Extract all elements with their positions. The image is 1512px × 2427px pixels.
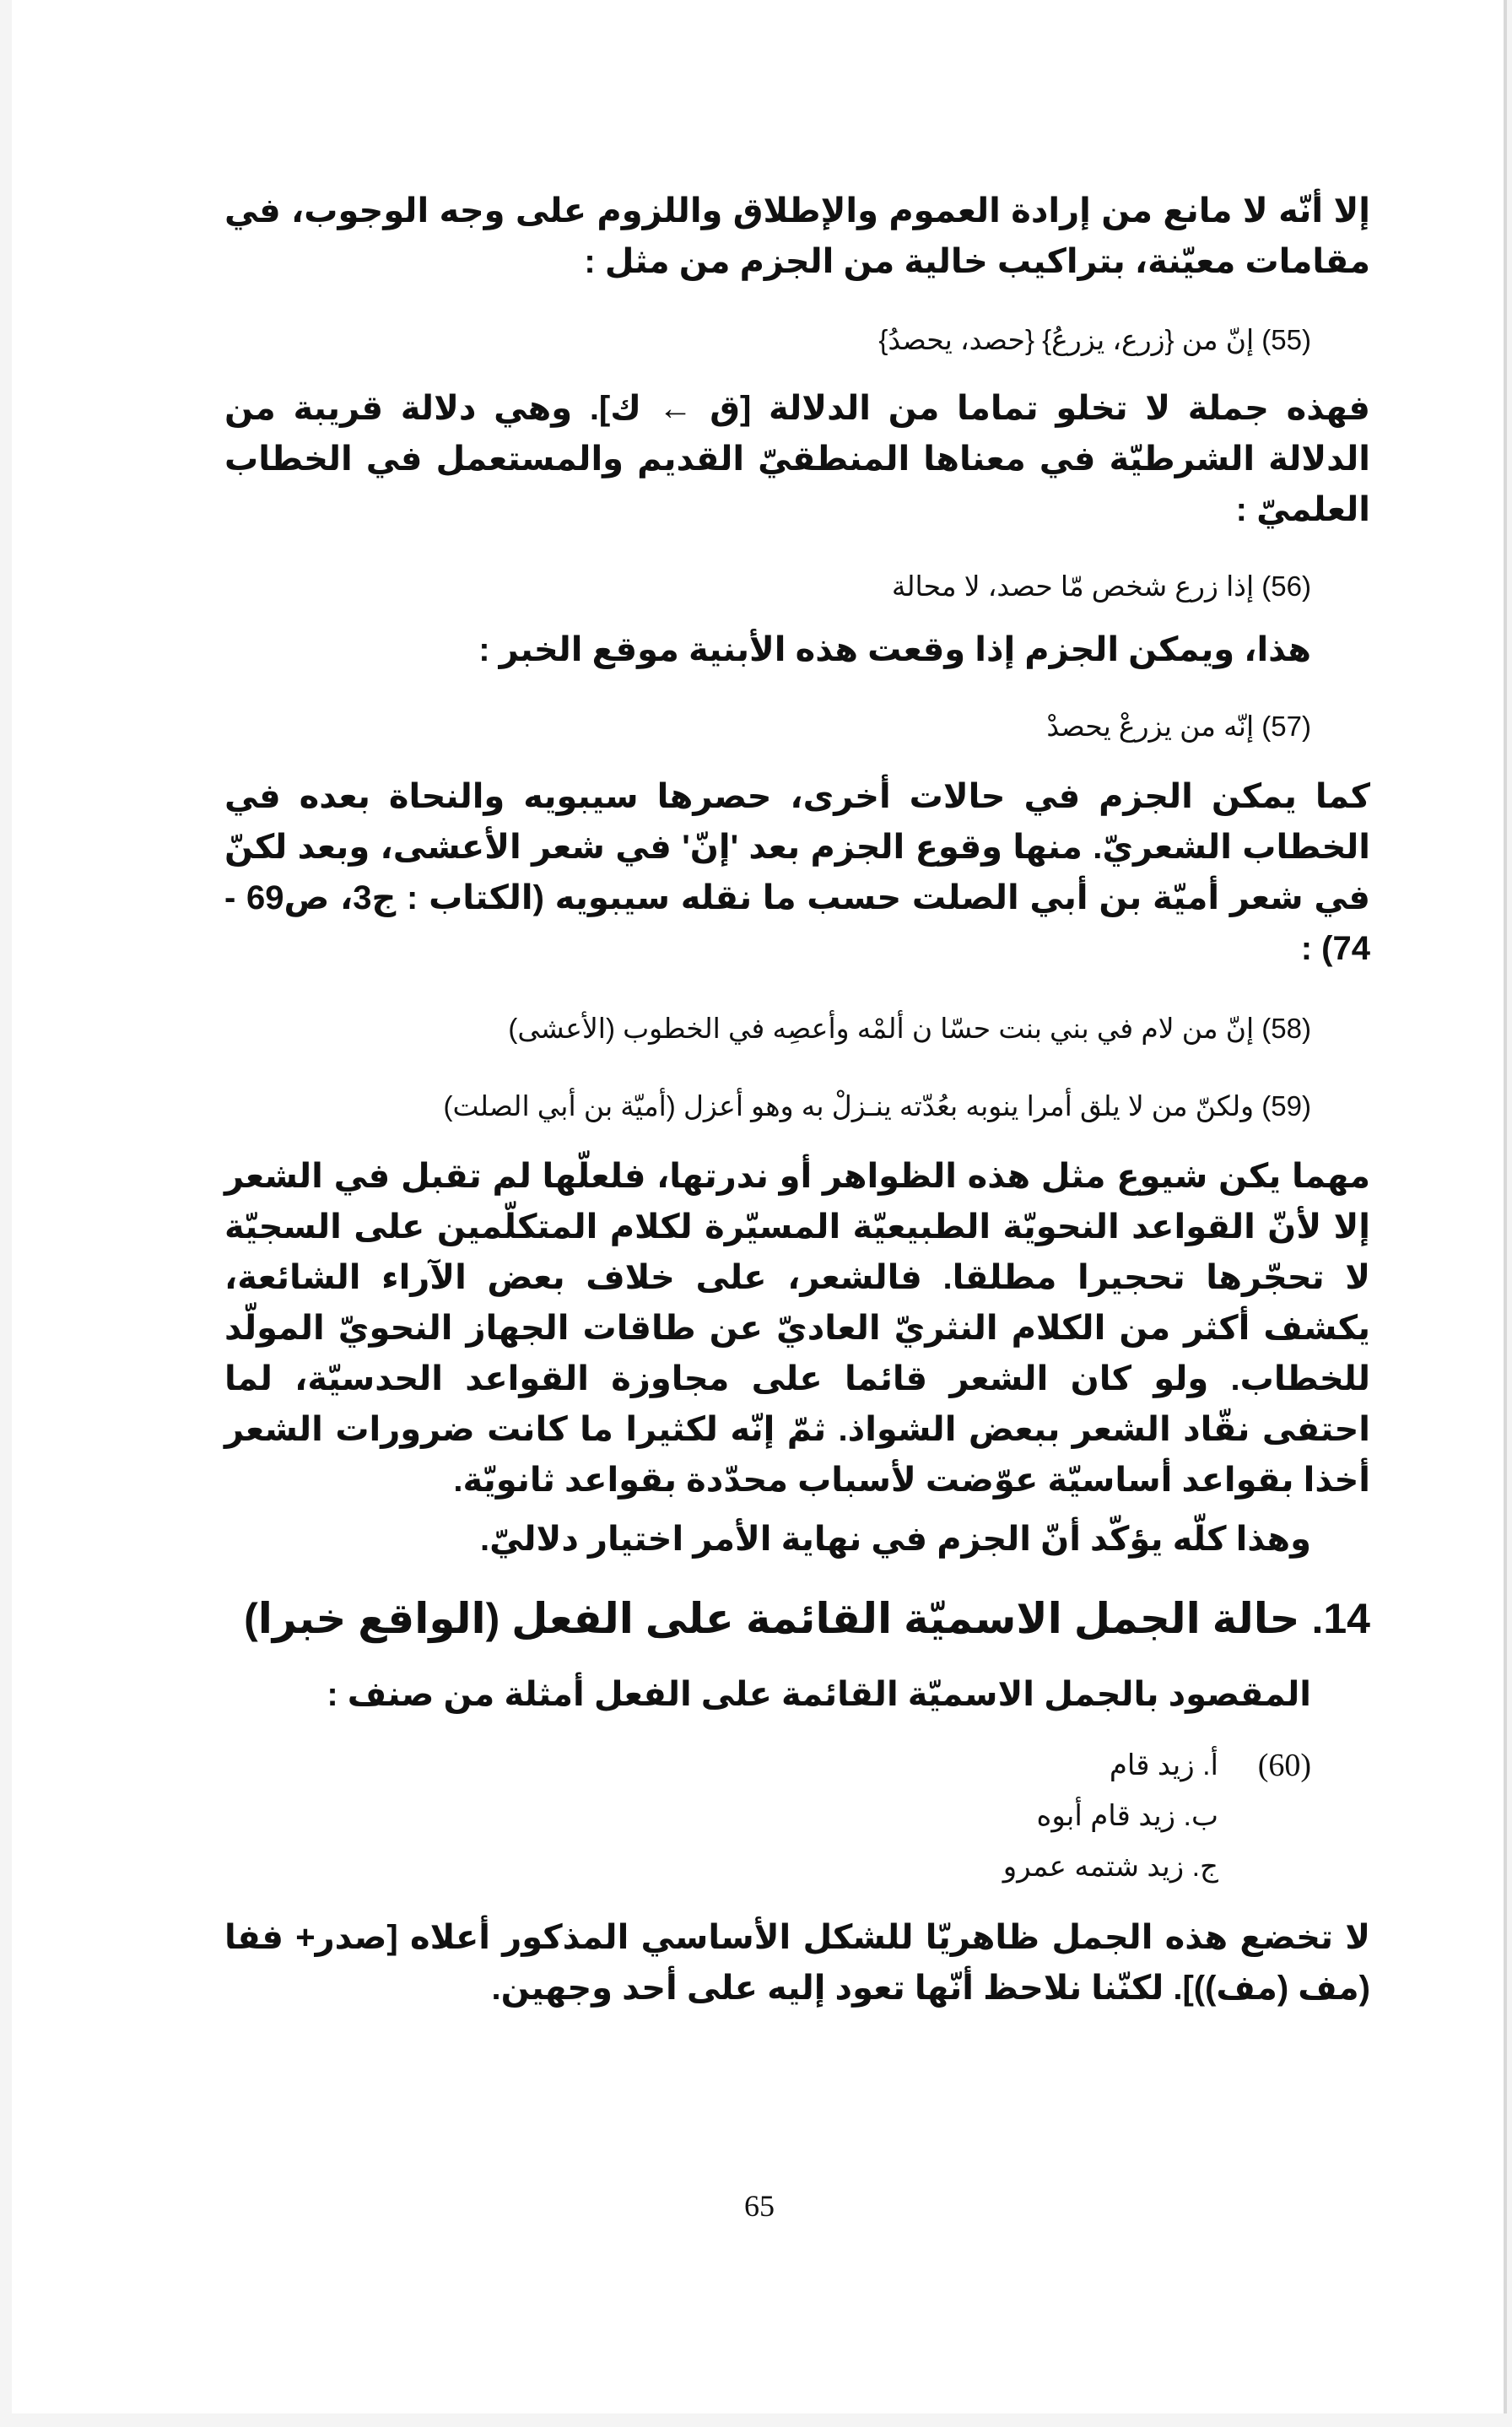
example-59: (59) ولكنّ من لا يلق أمرا ينوبه بعُدّته ينـزلْ به وهو أعزل (أميّة بن أبي الصلت) bbox=[443, 1090, 1311, 1122]
example-60-item-a: أ. زيد قام bbox=[1109, 1749, 1218, 1781]
example-58: (58) إنّ من لام في بني بنت حسّا ن ألمْه وأعصِه في الخطوب (الأعشى) bbox=[508, 1013, 1311, 1044]
paragraph-3: هذا، ويمكن الجزم إذا وقعت هذه الأبنية موقع الخبر : bbox=[478, 631, 1311, 668]
example-55: (55) إنّ من {زرع، يزرعُ} {حصد، يحصدُ} bbox=[878, 324, 1311, 355]
example-60 bbox=[224, 1740, 1370, 1892]
page-content bbox=[224, 186, 1370, 2013]
paragraph-2: فهذه جملة لا تخلو تماما من الدلالة [ق ← ك]. وهي دلالة قريبة من الدلالة الشرطيّة في معناها المنطقيّ القديم والمستعمل في الخطاب العلميّ : bbox=[224, 390, 1370, 528]
example-56: (56) إذا زرع شخص مّا حصد، لا محالة bbox=[891, 570, 1311, 602]
paragraph-1: إلا أنّه لا مانع من إرادة العموم والإطلاق واللزوم على وجه الوجوب، في مقامات معيّنة، بتراكيب خالية من الجزم من مثل : bbox=[224, 192, 1370, 280]
paragraph-8: لا تخضع هذه الجمل ظاهريّا للشكل الأساسي المذكور أعلاه [صدر+ ففا (مف (مف))]. لكنّنا نلاحظ أنّها تعود إليه على أحد وجهين. bbox=[224, 1919, 1370, 2007]
paragraph-6: وهذا كلّه يؤكّد أنّ الجزم في نهاية الأمر اختيار دلاليّ. bbox=[479, 1521, 1311, 1558]
paragraph-4: كما يمكن الجزم في حالات أخرى، حصرها سيبويه والنحاة بعده في الخطاب الشعريّ. منها وقوع الجزم بعد 'إنّ' في شعر الأعشى، وبعد لكنّ في شعر أميّة بن أبي الصلت حسب ما نقله سيبويه (الكتاب : ج3، ص69 - 74) : bbox=[224, 778, 1370, 967]
example-60-row bbox=[224, 1740, 1311, 1892]
example-60-item-b: ب. زيد قام أبوه bbox=[1036, 1800, 1218, 1832]
paragraph-5: مهما يكن شيوع مثل هذه الظواهر أو ندرتها، فلعلّها لم تقبل في الشعر إلا لأنّ القواعد النحويّة الطبيعيّة المسيّرة لكلام المتكلّمين على السجيّة لا تحجّرها تحجيرا مطلقا. فالشعر، على خلاف بعض الآراء الشائعة، يكشف أكثر من الكلام النثريّ العاديّ عن طاقات الجهاز النحويّ المولّد للخطاب. ولو كان الشعر قائما على مجاوزة القواعد الحدسيّة، لما احتفى نقّاد الشعر ببعض الشواذ. ثمّ إنّه لكثيرا ما كانت ضرورات الشعر أخذا بقواعد أساسيّة عوّضت لأسباب محدّدة بقواعد ثانويّة. bbox=[224, 1158, 1370, 1499]
section-heading-14: 14. حالة الجمل الاسميّة القائمة على الفعل (الواقع خبرا) bbox=[244, 1595, 1370, 1642]
example-57: (57) إنّه من يزرعْ يحصدْ bbox=[1046, 711, 1311, 742]
example-60-number: (60) bbox=[1257, 1748, 1311, 1783]
paragraph-7: المقصود بالجمل الاسميّة القائمة على الفعل أمثلة من صنف : bbox=[327, 1676, 1311, 1713]
example-60-item-c: ج. زيد شتمه عمرو bbox=[1002, 1851, 1218, 1883]
page-number: 65 bbox=[744, 2189, 775, 2223]
example-60-items bbox=[1003, 1740, 1218, 1892]
document-page bbox=[12, 0, 1507, 2413]
